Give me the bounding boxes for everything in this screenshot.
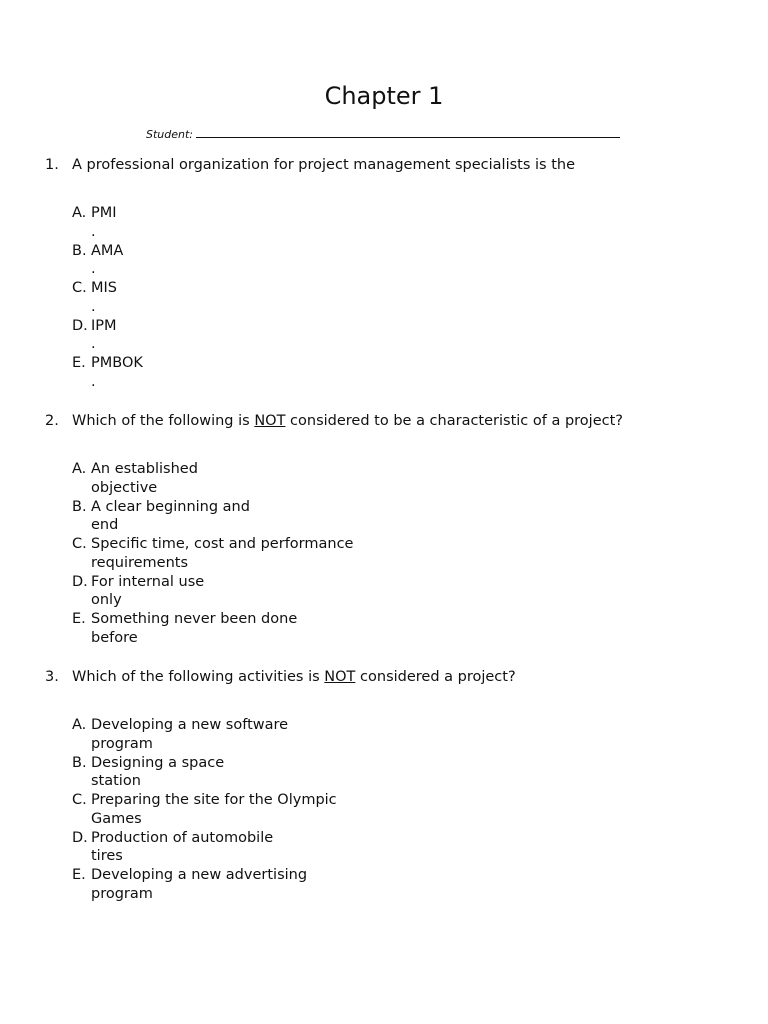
answer-option: C. Preparing the site for the Olympic Games — [72, 792, 337, 827]
answer-option: B. A clear beginning and end — [72, 498, 250, 533]
answer-option: A. An established objective — [72, 461, 198, 496]
answer-options — [72, 460, 371, 648]
answer-option: C. Specific time, cost and performance requirements — [72, 536, 354, 571]
question-text: A professional organization for project management specialists is the — [72, 157, 575, 173]
question-text: Which of the following activities is NOT considered a project? — [72, 669, 516, 685]
emphasis-not: NOT — [324, 669, 356, 685]
page-title: Chapter 1 — [324, 82, 444, 110]
answer-option: E. Developing a new advertising program — [72, 867, 308, 902]
student-field — [146, 125, 620, 143]
answer-options — [72, 716, 353, 904]
answer-option: A. PMI . — [72, 205, 117, 240]
answer-option: A. Developing a new software program — [72, 717, 289, 752]
answer-option: C. MIS . — [72, 280, 117, 315]
question-number: 2. — [45, 413, 59, 429]
student-label: Student: — [146, 128, 194, 141]
student-blank-line — [196, 125, 620, 138]
question-text: Which of the following is NOT considered to be a characteristic of a project? — [72, 413, 623, 429]
emphasis-not: NOT — [254, 413, 286, 429]
answer-option: D. IPM . — [72, 317, 117, 352]
answer-option: E. PMBOK . — [72, 355, 143, 390]
answer-option: E. Something never been done before — [72, 611, 298, 646]
answer-options — [72, 204, 151, 392]
question-number: 3. — [45, 669, 59, 685]
answer-option: D. Production of automobile tires — [72, 829, 274, 864]
answer-option: B. Designing a space station — [72, 754, 225, 789]
question-number: 1. — [45, 157, 59, 173]
answer-option: B. AMA . — [72, 242, 124, 277]
answer-option: D. For internal use only — [72, 573, 205, 608]
